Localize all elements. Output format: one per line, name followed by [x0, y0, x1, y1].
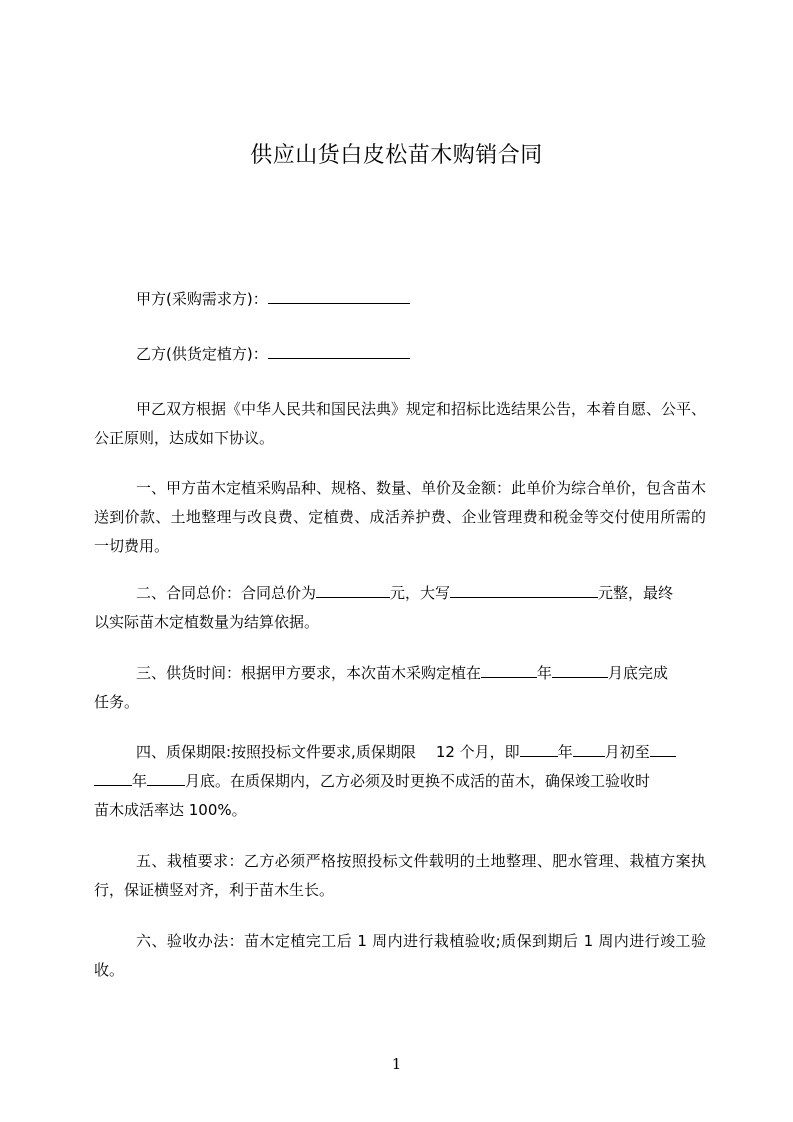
party-a-blank[interactable] — [268, 288, 410, 304]
clause-2-text-1: 二、合同总价：合同总价为 — [136, 584, 317, 602]
clause-3-text-2: 年 — [537, 664, 553, 682]
document-title: 供应山货白皮松苗木购销合同 — [250, 143, 543, 168]
party-a-line — [94, 285, 706, 314]
party-b-line — [94, 340, 706, 369]
clause-2-text-4: 以实际苗木定植数量为结算依据。 — [94, 613, 320, 631]
delivery-month-blank[interactable] — [552, 662, 608, 678]
clause-2 — [94, 579, 706, 637]
clause-2-text-2: 元，大写 — [390, 584, 451, 602]
party-a-label: 甲方(采购需求方)： — [136, 290, 268, 308]
clause-4-text-6: 苗木成活率达 100%。 — [94, 801, 247, 819]
page-number: 1 — [391, 1055, 402, 1073]
warranty-end-year-blank[interactable] — [94, 770, 132, 786]
warranty-start-year-blank[interactable] — [520, 741, 558, 757]
clause-4 — [94, 738, 706, 825]
clause-1: 一、甲方苗木定植采购品种、规格、数量、单价及金额：此单价为综合单价，包含苗木送到价款、土地整理与改良费、定植费、成活养护费、企业管理费和税金等交付使用所需的一切费用。 — [94, 479, 707, 555]
total-price-blank[interactable] — [316, 582, 390, 598]
total-price-words-blank[interactable] — [450, 582, 598, 598]
warranty-end-month-blank[interactable] — [147, 770, 185, 786]
clause-3 — [94, 659, 706, 717]
clause-4-months: 12 个月，即 — [435, 743, 520, 761]
clause-2-text-3: 元整，最终 — [598, 584, 674, 602]
clause-4-text-3: 月初至 — [604, 743, 650, 761]
clause-3-text-1: 三、供货时间：根据甲方要求，本次苗木采购定植在 — [136, 664, 482, 682]
clause-5: 五、栽植要求：乙方必须严格按照投标文件载明的土地整理、肥水管理、栽植方案执行，保证横竖对齐，利于苗木生长。 — [94, 852, 706, 899]
clause-3-text-4: 任务。 — [94, 693, 140, 711]
clause-3-text-3: 月底完成 — [608, 664, 669, 682]
intro-paragraph: 甲乙双方根据《中华人民共和国民法典》规定和招标比选结果公告，本着自愿、公平、公正原则，达成如下协议。 — [94, 400, 707, 447]
delivery-year-blank[interactable] — [481, 662, 537, 678]
clause-6: 六、验收办法：苗木定植完工后 1 周内进行栽植验收;质保到期后 1 周内进行竣工验收。 — [94, 932, 706, 979]
warranty-end-blank-a[interactable] — [650, 741, 676, 757]
clause-4-text-4: 年 — [132, 772, 148, 790]
warranty-start-month-blank[interactable] — [573, 741, 605, 757]
clause-4-text-5: 月底。在质保期内，乙方必须及时更换不成活的苗木，确保竣工验收时 — [185, 772, 651, 790]
clause-4-text-2: 年 — [557, 743, 573, 761]
party-b-blank[interactable] — [268, 343, 410, 359]
clause-4-text-1: 四、质保期限:按照投标文件要求,质保期限 — [136, 743, 416, 761]
party-b-label: 乙方(供货定植方)： — [136, 345, 268, 363]
